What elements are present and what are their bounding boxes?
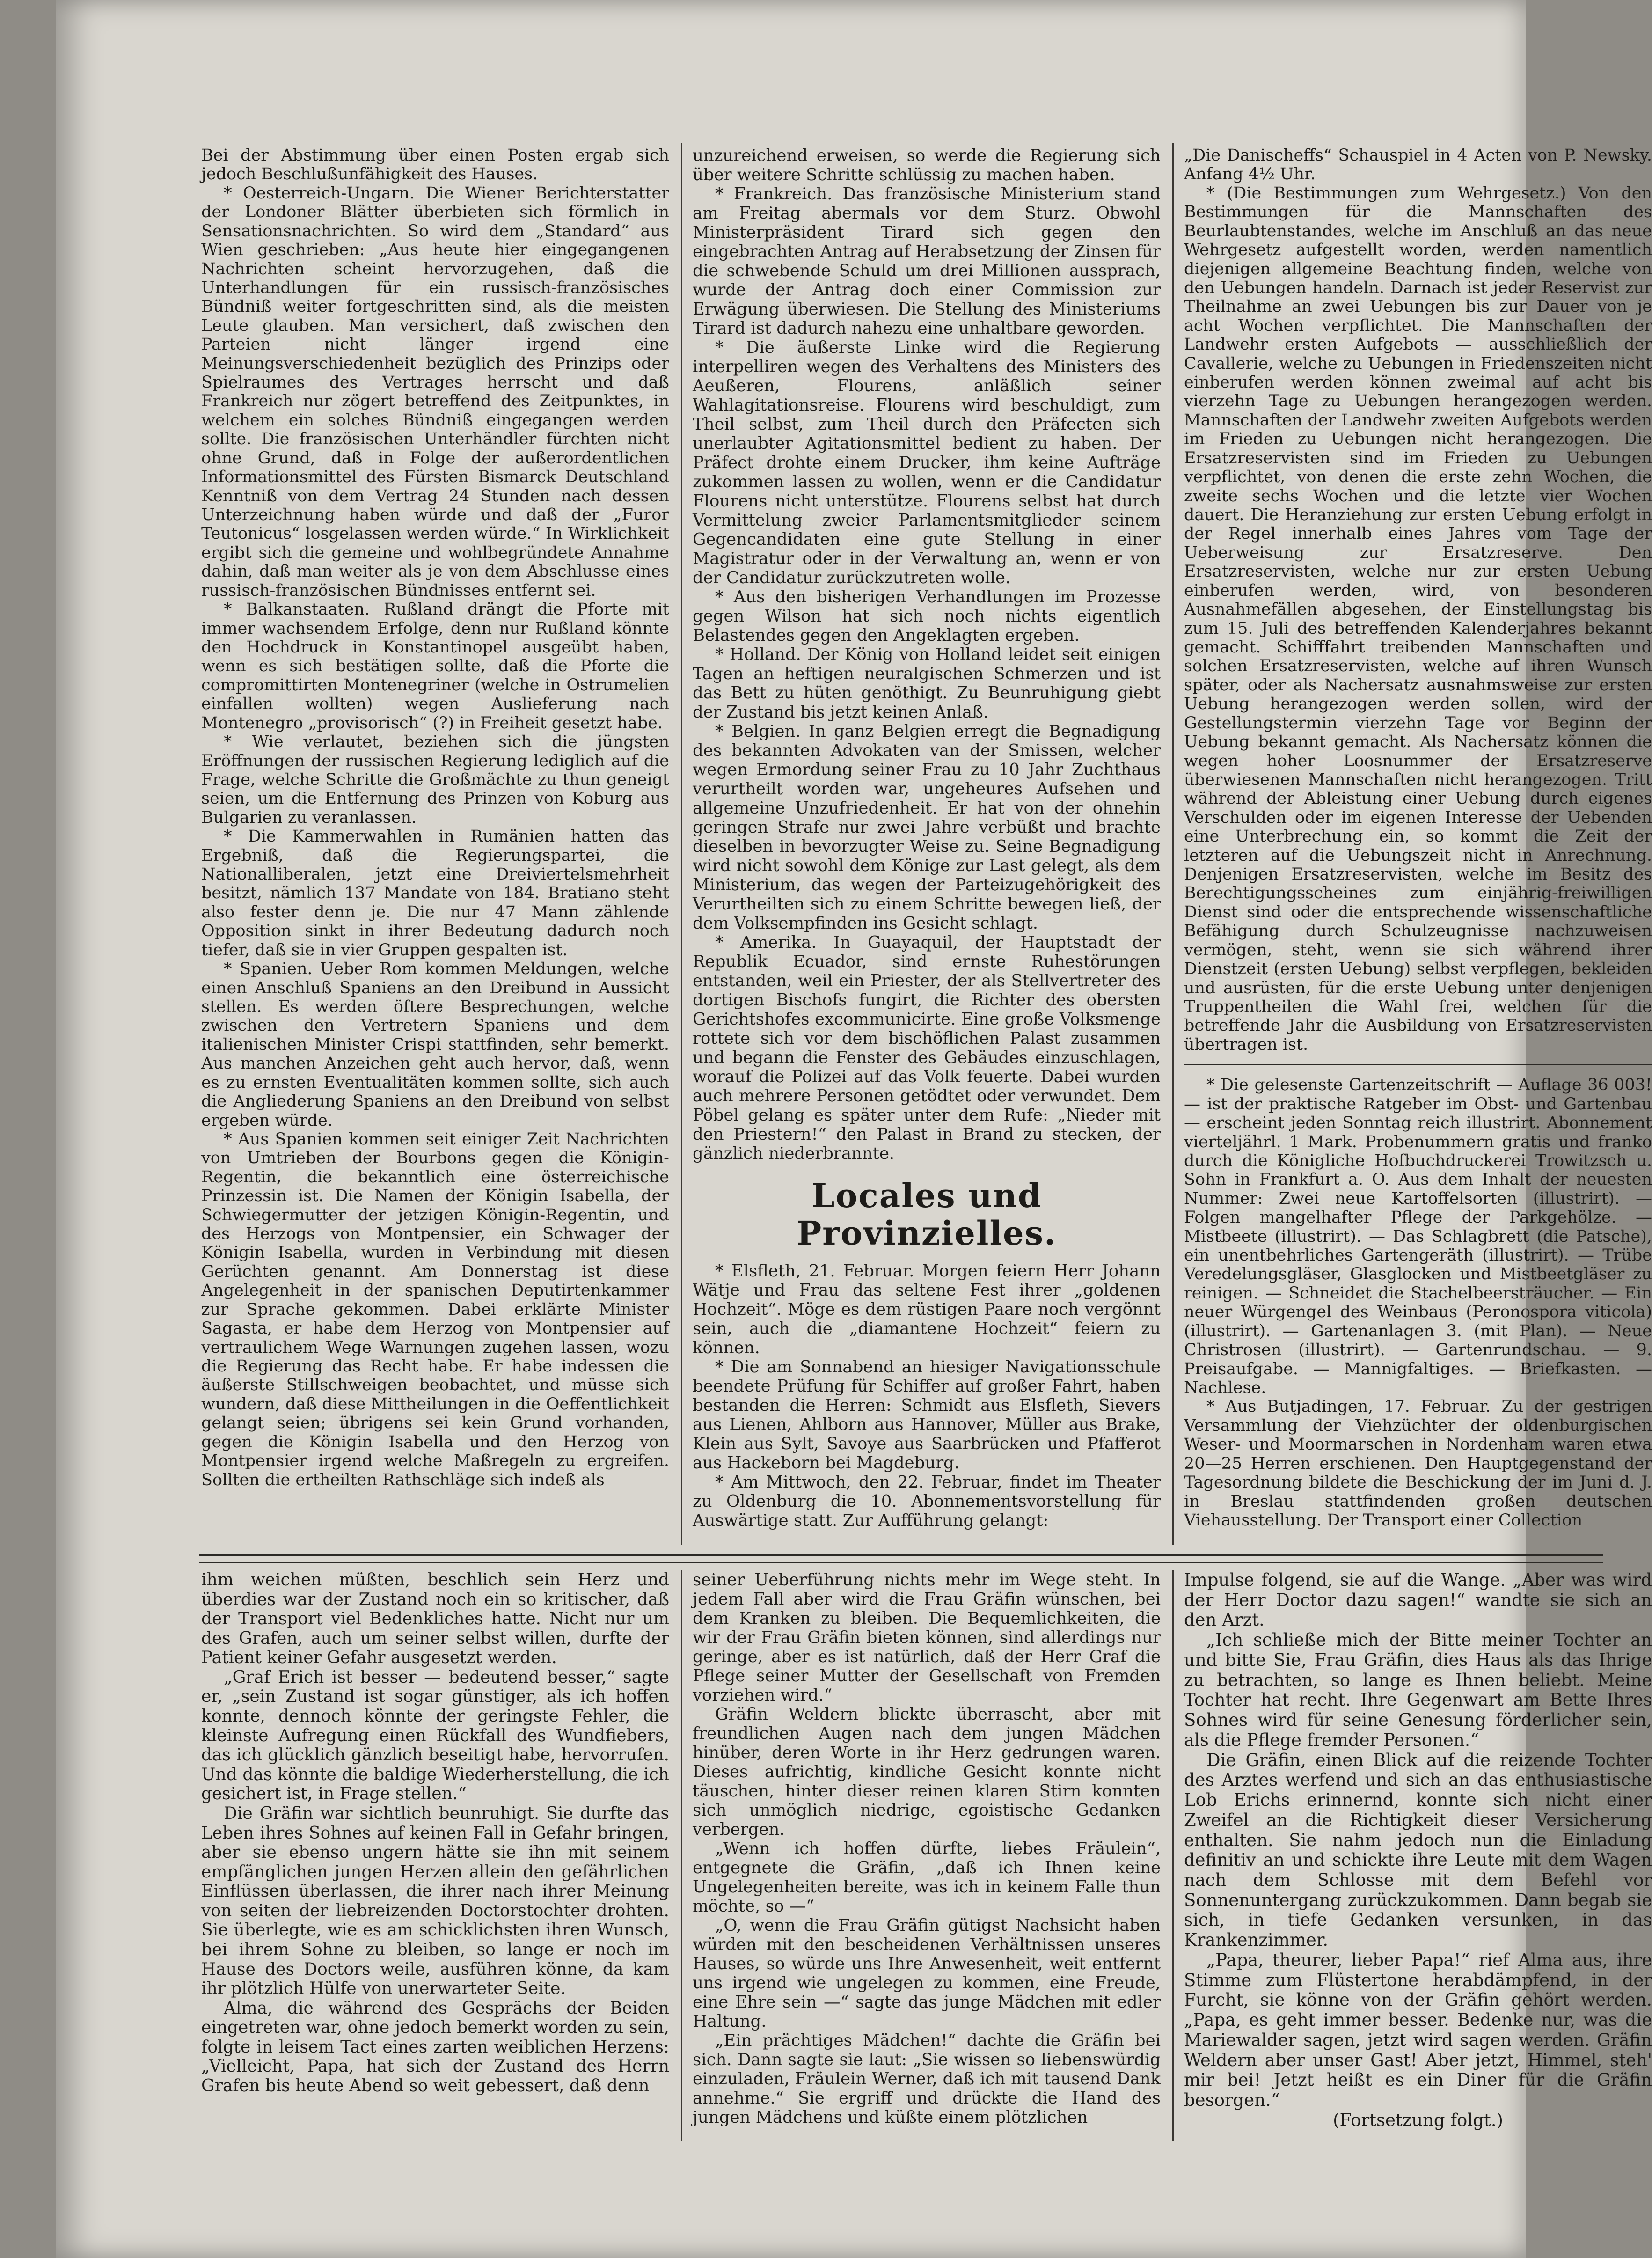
article-paragraph: Alma, die während des Gesprächs der Beiden eingetreten war, ohne jedoch bemerkt worden zu sein, folgte in leisem Tact eines zarten weiblichen Herzens: „Vielleicht, Papa, hat sich der Zustand des Herrn Grafen bis heute Abend so weit gebessert, daß denn: [201, 1998, 669, 2096]
column-divider: [681, 143, 682, 1545]
article-paragraph: „Ich schließe mich der Bitte meiner Tochter an und bitte Sie, Frau Gräfin, dies Haus als das Ihrige zu betrachten, so lange es Ihnen beliebt. Meine Tochter hat recht. Ihre Gegenwart am Bette Ihres Sohnes wird für seine Genesung förderlicher sein, als die Pflege fremder Personen.“: [1184, 1630, 1652, 1750]
article-paragraph: * Wie verlautet, beziehen sich die jüngsten Eröffnungen der russischen Regierung lediglich auf die Frage, welche Schritte die Großmächte zu thun geneigt seien, um die Entfernung des Prinzen von Koburg aus Bulgarien zu veranlassen.: [201, 733, 669, 827]
article-paragraph: * Aus den bisherigen Verhandlungen im Prozesse gegen Wilson hat sich noch nichts eigentlich Belastendes gegen den Angeklagten ergeben.: [693, 587, 1161, 645]
article-paragraph: „Graf Erich ist besser — bedeutend besser,“ sagte er, „sein Zustand ist sogar günstiger, als ich hoffen konnte, dennoch könnte der geringste Fehler, die kleinste Aufregung einen Rückfall des Wundfiebers, das ich glücklich gänzlich beseitigt habe, hervorrufen. Und das könnte die baldige Wiederherstellung, die ich gesichert ist, in Frage stellen.“: [201, 1667, 669, 1804]
newspaper-page: [56, 0, 1652, 2258]
column-divider: [681, 1570, 682, 2141]
article-paragraph: * Elsfleth, 21. Februar. Morgen feiern Herr Johann Wätje und Frau das seltene Fest ihrer „goldenen Hochzeit“. Möge es dem rüstigen Paare noch vergönnt sein, auch die „diamantene Hochzeit“ feiern zu können.: [693, 1261, 1161, 1357]
article-paragraph: „O, wenn die Frau Gräfin gütigst Nachsicht haben würden mit den bescheidenen Verhältnissen unseres Hauses, so würde uns Ihre Anwesenheit, weit entfernt uns irgend wie ungelegen zu kommen, eine Freude, eine Ehre sein —“ sagte das junge Mädchen mit edler Haltung.: [693, 1916, 1161, 2031]
article-paragraph: * Die äußerste Linke wird die Regierung interpelliren wegen des Verhaltens des Ministers des Aeußeren, Flourens, anläßlich seiner Wahlagitationsreise. Flourens wird beschuldigt, zum Theil selbst, zum Theil durch den Präfecten sich unerlaubter Agitationsmittel bedient zu haben. Der Präfect drohte einem Drucker, ihm keine Aufträge zukommen lassen zu wollen, wenn er die Candidatur Flourens nicht unterstütze. Flourens selbst hat durch Vermittelung zweier Parlamentsmitglieder seinem Gegencandidaten eine gute Stellung in einer Magistratur oder in der Verwaltung an, wenn er von der Candidatur zurückzutreten wolle.: [693, 338, 1161, 587]
article-paragraph: „Wenn ich hoffen dürfte, liebes Fräulein“, entgegnete die Gräfin, „daß ich Ihnen keine Ungelegenheiten bereite, was ich in keinem Falle thun möchte, so —“: [693, 1839, 1161, 1916]
article-paragraph: Die Gräfin, einen Blick auf die reizende Tochter des Arztes werfend und sich an das enthusiastische Lob Erichs erinnernd, konnte sich nicht einer Zweifel an die Richtigkeit dieser Versicherung enthalten. Sie nahm jedoch nun die Einladung definitiv an und schickte ihre Leute mit dem Wagen nach dem Schlosse mit dem Befehl vor Sonnenuntergang zurückzukommen. Dann begab sie sich, in tiefe Gedanken versunken, in das Krankenzimmer.: [1184, 1750, 1652, 1950]
bottom-column-1: [201, 1570, 669, 2096]
article-paragraph: unzureichend erweisen, so werde die Regierung sich über weitere Schritte schlüssig zu machen haben.: [693, 146, 1161, 184]
section-heading: Locales und Provinzielles.: [797, 1176, 1057, 1253]
article-paragraph: * Holland. Der König von Holland leidet seit einigen Tagen an heftigen neuralgischen Schmerzen und ist das Bett zu hüten genöthigt. Zu Beunruhigung giebt der Zustand bis jetzt keinen Anlaß.: [693, 645, 1161, 722]
article-paragraph: * Am Mittwoch, den 22. Februar, findet im Theater zu Oldenburg die 10. Abonnementsvorstellung für Auswärtige statt. Zur Aufführung gelangt:: [693, 1473, 1161, 1530]
top-column-3: [1184, 146, 1652, 1530]
top-column-2: [693, 146, 1161, 1530]
article-paragraph: * Balkanstaaten. Rußland drängt die Pforte mit immer wachsendem Erfolge, denn nur Rußland könnte den Hochdruck in Konstantinopel ausgeübt haben, wenn es sich bestätigen sollte, daß die Pforte die compromittirten Montenegriner (welche in Ostrumelien einfallen wollten) wegen Auslieferung nach Montenegro „provisorisch“ (?) in Freiheit gesetzt habe.: [201, 600, 669, 733]
bottom-column-3: [1184, 1570, 1652, 2131]
article-paragraph: * Die am Sonnabend an hiesiger Navigationsschule beendete Prüfung für Schiffer auf großer Fahrt, haben bestanden die Herren: Schmidt aus Elsfleth, Sievers aus Lienen, Ahlborn aus Hannover, Müller aus Brake, Klein aus Sylt, Savoye aus Saarbrücken und Pfafferot aus Hackeborn bei Magdeburg.: [693, 1357, 1161, 1473]
top-column-1: [201, 146, 669, 1489]
article-paragraph: * Belgien. In ganz Belgien erregt die Begnadigung des bekannten Advokaten van der Smissen, welcher wegen Ermordung seiner Frau zu 10 Jahr Zuchthaus verurtheilt worden war, ungeheures Aufsehen und allgemeine Unzufriedenheit. Er hat von der ohnehin geringen Strafe nur zwei Jahre verbüßt und brachte dieselben in bevorzugter Weise zu. Seine Begnadigung wird nicht sowohl dem Könige zur Last gelegt, als dem Ministerium, das wegen der Parteizugehörigkeit des Verurtheilten sich zu einem Schritte bewegen ließ, der dem Volksempfinden ins Gesicht schlagt.: [693, 722, 1161, 933]
article-paragraph: * Spanien. Ueber Rom kommen Meldungen, welche einen Anschluß Spaniens an den Dreibund in Aussicht stellen. Es werden öftere Besprechungen, welche zwischen den Vertretern Spaniens und dem italienischen Minister Crispi stattfinden, sehr bemerkt. Aus manchen Anzeichen geht auch hervor, daß, wenn es zu ernsten Eventualitäten kommen sollte, sich auch die Angliederung Spaniens an den Dreibund von selbst ergeben würde.: [201, 960, 669, 1130]
column-divider: [1172, 143, 1174, 1545]
article-paragraph: * Frankreich. Das französische Ministerium stand am Freitag abermals vor dem Sturz. Obwohl Ministerpräsident Tirard sich gegen den eingebrachten Antrag auf Herabsetzung der Zinsen für die schwebende Schuld um drei Millionen aussprach, wurde der Antrag doch einer Commission zur Erwägung überwiesen. Die Stellung des Ministeriums Tirard ist dadurch nahezu eine unhaltbare geworden.: [693, 184, 1161, 338]
article-paragraph: * Oesterreich-Ungarn. Die Wiener Berichterstatter der Londoner Blätter überbieten sich förmlich in Sensationsnachrichten. So wird dem „Standard“ aus Wien geschrieben: „Aus heute hier eingegangenen Nachrichten scheint hervorzugehen, daß die Unterhandlungen für ein russisch-französisches Bündniß weiter fortgeschritten sind, als die meisten Leute glauben. Man versichert, daß zwischen den Parteien nicht länger irgend eine Meinungsverschiedenheit bezüglich des Prinzips oder Spielraumes des Vertrages herrscht und daß Frankreich nur zögert betreffend des Zeitpunktes, in welchem ein solches Bündniß eingegangen werden sollte. Die französischen Unterhändler fürchten nicht ohne Grund, daß in Folge der außerordentlichen Informationsmittel des Fürsten Bismarck Deutschland Kenntniß von dem Vertrag 24 Stunden nach dessen Unterzeichnung haben würde und daß der „Furor Teutonicus“ losgelassen werden würde.“ In Wirklichkeit ergibt sich die gemeine und wohlbegründete Annahme dahin, daß man weiter als je von dem Abschlusse eines russisch-französischen Bündnisses entfernt sei.: [201, 183, 669, 600]
column-divider: [1172, 1570, 1174, 2141]
feuilleton-divider: [199, 1562, 1603, 1563]
article-paragraph: „Papa, theurer, lieber Papa!“ rief Alma aus, ihre Stimme zum Flüstertone herabdämpfend, in der Furcht, sie könne von der Gräfin gehört werden. „Papa, es geht immer besser. Bedenke nur, was die Mariewalder sagen, jetzt wird sagen werden. Gräfin Weldern aber unser Gast! Aber jetzt, Himmel, steh' mir bei! Jetzt heißt es ein Diner für die Gräfin besorgen.“: [1184, 1950, 1652, 2111]
article-paragraph: * Aus Butjadingen, 17. Februar. Zu der gestrigen Versammlung der Viehzüchter der oldenburgischen Weser- und Moormarschen in Nordenham waren etwa 20—25 Herren erschienen. Den Hauptgegenstand der Tagesordnung bildete die Beschickung der im Juni d. J. in Breslau stattfindenden großen deutschen Viehausstellung. Der Transport einer Collection: [1184, 1397, 1652, 1530]
continuation-note: (Fortsetzung folgt.): [1333, 2110, 1503, 2130]
article-paragraph: Bei der Abstimmung über einen Posten ergab sich jedoch Beschlußunfähigkeit des Hauses.: [201, 146, 669, 184]
article-paragraph: ihm weichen müßten, beschlich sein Herz und überdies war der Zustand noch ein so kritischer, daß der Transport viel Bedenkliches hatte. Nicht nur um des Grafen, auch um seiner selbst willen, durfte der Patient keiner Gefahr ausgesetzt werden.: [201, 1570, 669, 1668]
article-paragraph: * Amerika. In Guayaquil, der Hauptstadt der Republik Ecuador, sind ernste Ruhestörungen entstanden, weil ein Priester, der als Stellvertreter des dortigen Bischofs fungirt, die Richter des obersten Gerichtshofes excommunicirte. Eine große Volksmenge rottete sich vor dem bischöflichen Palast zusammen und begann die Fenster des Gebäudes einzuschlagen, worauf die Polizei auf das Volk feuerte. Dabei wurden auch mehrere Personen getödtet oder verwundet. Dem Pöbel gelang es später unter dem Rufe: „Nieder mit den Priestern!“ den Palast in Brand zu stecken, der gänzlich niederbrannte.: [693, 933, 1161, 1163]
article-paragraph: seiner Ueberführung nichts mehr im Wege steht. In jedem Fall aber wird die Frau Gräfin wünschen, bei dem Kranken zu bleiben. Die Bequemlichkeiten, die wir der Frau Gräfin bieten können, sind allerdings nur geringe, aber es ist natürlich, daß der Herr Graf die Pflege seiner Mutter der Gesellschaft von Fremden vorziehen wird.“: [693, 1570, 1161, 1705]
article-paragraph: * Die gelesenste Gartenzeitschrift — Auflage 36 003! — ist der praktische Ratgeber im Obst- und Gartenbau — erscheint jeden Sonntag reich illustrirt. Abonnement vierteljährl. 1 Mark. Probenummern gratis und franko durch die Königliche Hofbuchdruckerei Trowitzsch u. Sohn in Frankfurt a. O. Aus dem Inhalt der neuesten Nummer: Zwei neue Kartoffelsorten (illustrirt). — Folgen mangelhafter Pflege der Parkgehölze. — Mistbeete (illustrirt). — Das Schlagbrett (die Patsche), ein unentbehrliches Gartengeräth (illustrirt). — Trübe Veredelungsgläser, Glasglocken und Mistbeetgläser zu reinigen. — Schneidet die Stachelbeersträucher. — Ein neuer Würgengel des Weinbaus (Peronospora viticola) (illustrirt). — Gartenanlagen 3. (mit Plan). — Neue Christrosen (illustrirt). — Gartenrundschau. — 9. Preisaufgabe. — Mannigfaltiges. — Briefkasten. — Nachlese.: [1184, 1076, 1652, 1397]
article-paragraph: Die Gräfin war sichtlich beunruhigt. Sie durfte das Leben ihres Sohnes auf keinen Fall in Gefahr bringen, aber sie ebenso ungern hätte sie ihn mit seinem empfänglichen jungen Herzen allein den gefährlichen Einflüssen überlassen, die ihrer nach ihrer Meinung von seiten der liebreizenden Doctorstochter drohten. Sie überlegte, wie es am schicklichsten ihren Wunsch, bei ihrem Sohne zu bleiben, so lange er noch im Hause des Doctors weile, ausführen könne, da kam ihr plötzlich Hülfe von unerwarteter Seite.: [201, 1803, 669, 1999]
article-paragraph: * (Die Bestimmungen zum Wehrgesetz.) Von den Bestimmungen für die Mannschaften des Beurlaubtenstandes, welche im Anschluß an das neue Wehrgesetz aufgestellt worden, werden namentlich diejenigen allgemeine Beachtung finden, welche von den Uebungen handeln. Darnach ist jeder Reservist zur Theilnahme an zwei Uebungen bis zur Dauer von je acht Wochen verpflichtet. Die Mannschaften der Landwehr ersten Aufgebots — ausschließlich der Cavallerie, welche zu Uebungen in Friedenszeiten nicht einberufen werden können zweimal auf acht bis vierzehn Tage zu Uebungen herangezogen werden. Mannschaften der Landwehr zweiten Aufgebots werden im Frieden zu Uebungen nicht herangezogen. Die Ersatzreservisten sind im Frieden zu Uebungen verpflichtet, von denen die erste zehn Wochen, die zweite sechs Wochen und die letzte vier Wochen dauert. Die Heranziehung zur ersten Uebung erfolgt in der Regel innerhalb eines Jahres vom Tage der Ueberweisung zur Ersatzreserve. Den Ersatzreservisten, welche nur zur ersten Uebung einberufen werden, wird, von besonderen Ausnahmefällen abgesehen, der Einstellungstag bis zum 15. Juli des betreffenden Kalenderjahres bekannt gemacht. Schifffahrt treibenden Mannschaften und solchen Ersatzreservisten, welche auf ihren Wunsch später, oder als Nachersatz ausnahmsweise zur ersten Uebung herangezogen werden sollen, wird der Gestellungstermin vierzehn Tage vor Beginn der Uebung bekannt gemacht. Als Nachersatz können die wegen hoher Loosnummer der Ersatzreserve überwiesenen Mannschaften nicht herangezogen. Tritt während der Ableistung einer Uebung durch eigenes Verschulden oder im eigenen Interesse der Uebenden eine Unterbrechung ein, so kommt die Zeit der letzteren auf die Uebungszeit nicht in Anrechnung. Denjenigen Ersatzreservisten, welche im Besitz des Berechtigungsscheines zum einjährig-freiwilligen Dienst sind oder die entsprechende wissenschaftliche Befähigung durch Schulzeugnisse nachzuweisen vermögen, steht, wenn sie sich während ihrer Dienstzeit (ersten Uebung) selbst verpflegen, bekleiden und ausrüsten, für die erste Uebung unter denjenigen Truppentheilen die Wahl frei, welchen für die betreffende Jahr die Ausbildung von Ersatzreservisten übertragen ist.: [1184, 183, 1652, 1054]
article-paragraph: * Die Kammerwahlen in Rumänien hatten das Ergebniß, daß die Regierungspartei, die Nationalliberalen, jetzt eine Dreiviertelsmehrheit besitzt, nämlich 137 Mandate von 184. Bratiano steht also fester denn je. Die nur 47 Mann zählende Opposition sinkt in ihrer Bedeutung dadurch noch tiefer, daß sie in vier Gruppen gespalten ist.: [201, 827, 669, 960]
article-paragraph: „Ein prächtiges Mädchen!“ dachte die Gräfin bei sich. Dann sagte sie laut: „Sie wissen so liebenswürdig einzuladen, Fräulein Werner, daß ich mit tausend Dank annehme.“ Sie ergriff und drückte die Hand des jungen Mädchens und küßte einem plötzlichen: [693, 2031, 1161, 2127]
article-paragraph: * Aus Spanien kommen seit einiger Zeit Nachrichten von Umtrieben der Bourbons gegen die Königin-Regentin, die bekanntlich eine österreichische Prinzessin ist. Die Namen der Königin Isabella, der Schwiegermutter der jetzigen Königin-Regentin, und des Herzogs von Montpensier, ein Schwager der Königin Isabella, wurden in Verbindung mit diesen Gerüchten genannt. Am Donnerstag ist diese Angelegenheit in der spanischen Deputirtenkammer zur Sprache gekommen. Dabei erklärte Minister Sagasta, er habe dem Herzog von Montpensier auf vertraulichem Wege Warnungen zugehen lassen, wozu die Regierung das Recht habe. Er habe indessen die äußerste Stillschweigen beobachtet, und müsse sich wundern, daß diese Mittheilungen in die Oeffentlichkeit gelangt seien; übrigens sei kein Grund vorhanden, gegen die Königin Isabella und den Herzog von Montpensier irgend welche Maßregeln zu ergreifen. Sollten die ertheilten Rathschläge sich indeß als: [201, 1129, 669, 1489]
feuilleton-divider: [199, 1554, 1603, 1556]
article-paragraph: „Die Danischeffs“ Schauspiel in 4 Acten von P. Newsky. Anfang 4½ Uhr.: [1184, 146, 1652, 184]
article-divider: [1184, 1064, 1652, 1065]
article-paragraph: Gräfin Weldern blickte überrascht, aber mit freundlichen Augen nach dem jungen Mädchen hinüber, deren Worte in ihr Herz gedrungen waren. Dieses aufrichtig, kindliche Gesicht konnte nicht täuschen, hinter dieser reinen klaren Stirn konnten sich unmöglich niedrige, egoistische Gedanken verbergen.: [693, 1705, 1161, 1839]
bottom-column-2: [693, 1570, 1161, 2127]
article-paragraph: Impulse folgend, sie auf die Wange. „Aber was wird der Herr Doctor dazu sagen!“ wandte sie sich an den Arzt.: [1184, 1570, 1652, 1630]
